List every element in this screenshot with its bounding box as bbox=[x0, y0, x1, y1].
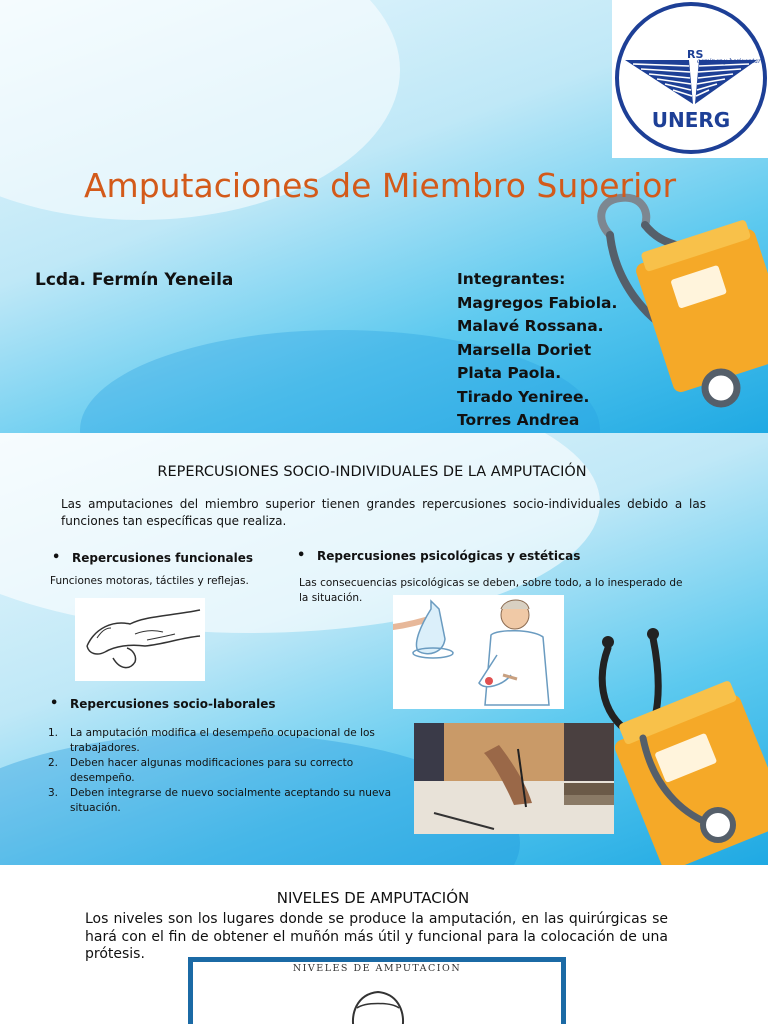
member-item: Magregos Fabiola. bbox=[457, 293, 618, 312]
repercussions-slide bbox=[0, 433, 768, 865]
section-title: NIVELES DE AMPUTACIÓN bbox=[276, 889, 470, 907]
labor-heading-label: Repercusiones socio-laborales bbox=[70, 697, 276, 711]
patient-illustration-image bbox=[393, 595, 564, 709]
levels-slide bbox=[0, 865, 768, 1024]
list-item bbox=[48, 756, 418, 786]
list-number: 2. bbox=[48, 757, 59, 769]
list-number: 1. bbox=[48, 727, 59, 739]
list-text: Deben hacer algunas modificaciones para su correcto desempeño. bbox=[70, 757, 354, 784]
members-list bbox=[457, 268, 617, 433]
members-heading: Integrantes: bbox=[457, 270, 566, 288]
logo-ring bbox=[615, 2, 767, 154]
writing-hands-photo bbox=[414, 723, 614, 834]
member-item: Malavé Rossana. bbox=[457, 317, 604, 335]
diagram-title: NIVELES DE AMPUTACION bbox=[292, 963, 462, 974]
psychological-text: Las consecuencias psicológicas se deben, sobre todo, a lo inesperado de la situación. bbox=[299, 577, 683, 604]
list-text: La amputación modifica el desempeño ocupacional de los trabajadores. bbox=[70, 727, 375, 754]
labor-heading bbox=[50, 696, 276, 711]
amputation-levels-diagram bbox=[188, 957, 566, 1024]
teacher-name: Lcda. Fermín Yeneila bbox=[35, 270, 234, 290]
stethoscope-folder-icon bbox=[588, 618, 768, 865]
svg-text:RS: RS bbox=[687, 48, 704, 61]
bullet-icon: • bbox=[50, 696, 59, 711]
levels-paragraph: Los niveles son los lugares donde se produce la amputación, en las quirúrgicas se hará con el fin de obtener el muñón más útil y funcional para la colocación de una prótesis. bbox=[85, 911, 668, 962]
functional-heading-label: Repercusiones funcionales bbox=[72, 551, 253, 565]
labor-list bbox=[48, 726, 418, 816]
section-title: REPERCUSIONES SOCIO-INDIVIDUALES DE LA AMPUTACIÓN bbox=[157, 464, 587, 480]
functional-text: Funciones motoras, táctiles y reflejas. bbox=[50, 575, 249, 587]
winged-emblem-icon bbox=[623, 48, 759, 106]
functional-heading bbox=[52, 550, 253, 565]
logo-wordmark: UNERG bbox=[651, 108, 731, 132]
logo-tagline: caminar y horizontar bbox=[697, 58, 761, 65]
list-item bbox=[48, 726, 418, 756]
intro-paragraph: Las amputaciones del miembro superior tienen grandes repercusiones socio-individuales debido a las funciones tan específicas que realiza. bbox=[61, 497, 706, 528]
list-number: 3. bbox=[48, 787, 59, 799]
university-logo bbox=[612, 0, 768, 158]
member-item: Plata Paola. bbox=[457, 364, 562, 382]
list-text: Deben integrarse de nuevo socialmente aceptando su nueva situación. bbox=[70, 787, 392, 814]
psychological-heading-label: Repercusiones psicológicas y estéticas bbox=[317, 549, 581, 563]
member-item: Torres Andrea bbox=[457, 411, 580, 429]
title-slide bbox=[0, 0, 768, 433]
bullet-icon: • bbox=[52, 550, 61, 565]
hand-sketch-image bbox=[75, 598, 205, 681]
presentation-title: Amputaciones de Miembro Superior bbox=[83, 166, 677, 205]
member-item: Tirado Yeniree. bbox=[457, 387, 590, 406]
head-outline-icon bbox=[343, 984, 413, 1024]
psychological-heading bbox=[297, 548, 581, 563]
bullet-icon: • bbox=[297, 548, 306, 563]
list-item bbox=[48, 786, 418, 816]
member-item: Marsella Doriet bbox=[457, 340, 592, 359]
